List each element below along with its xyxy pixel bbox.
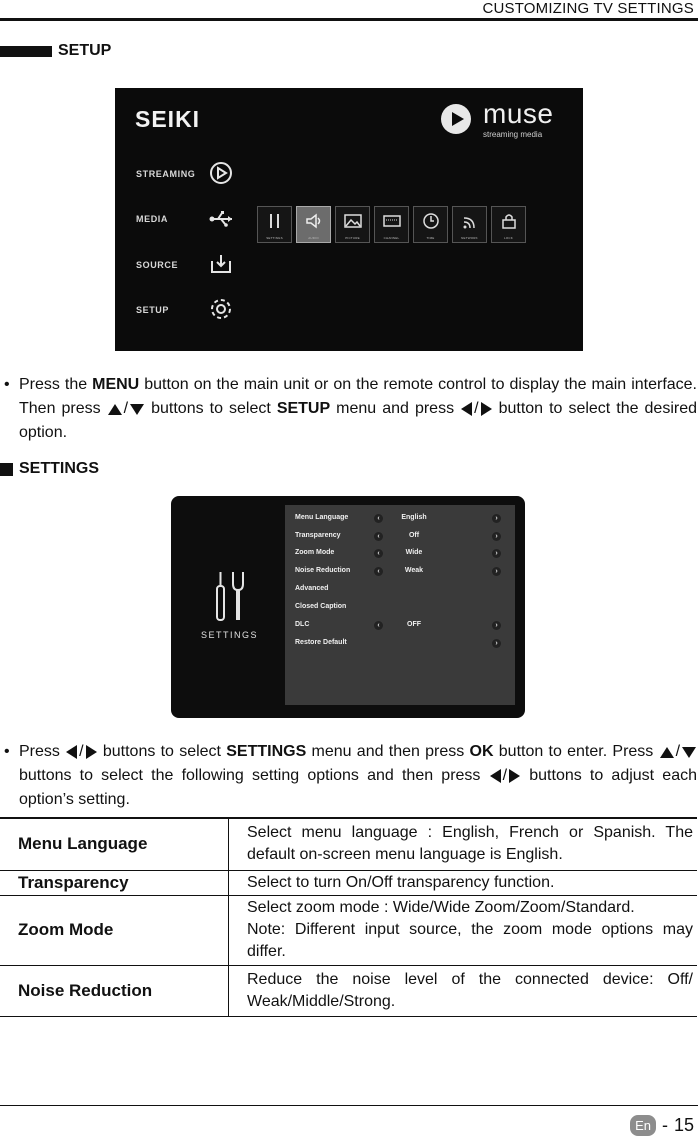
language-badge: En — [630, 1115, 656, 1136]
table-row — [0, 965, 697, 1016]
tile-audio[interactable]: AUDIO — [296, 206, 331, 243]
settings-row[interactable]: Transparency ‹ Off › — [294, 530, 506, 544]
settings-options-table — [0, 817, 697, 1017]
table-row — [0, 870, 697, 895]
tile-settings[interactable]: SETTINGS — [257, 206, 292, 243]
section-bar — [0, 46, 52, 57]
menu-key-label: MENU — [92, 376, 140, 393]
settings-instructions — [0, 740, 698, 812]
option-name: Menu Language — [0, 818, 229, 870]
usb-icon — [208, 206, 234, 232]
page-number: 15 — [673, 1115, 694, 1135]
page-dash: - — [661, 1115, 668, 1135]
tile-network[interactable]: NETWORK — [452, 206, 487, 243]
seiki-logo: SEIKI — [135, 106, 201, 132]
nav-item-media[interactable]: MEDIA — [136, 214, 168, 224]
settings-caption: SETTINGS — [201, 630, 259, 640]
nav-item-source[interactable]: SOURCE — [136, 260, 179, 270]
muse-logo-subtitle: streaming media — [483, 130, 543, 139]
option-name: Transparency — [0, 870, 229, 895]
settings-row[interactable]: Advanced — [295, 585, 329, 592]
settings-section-heading — [0, 460, 99, 478]
tile-lock[interactable]: LOCK — [491, 206, 526, 243]
main-interface-screenshot — [115, 88, 583, 351]
chevron-right-icon[interactable]: › — [492, 567, 501, 576]
section-square — [0, 463, 13, 476]
setup-key-label: SETUP — [276, 400, 331, 418]
settings-tools-icon — [211, 570, 251, 624]
setup-section-heading — [0, 42, 111, 60]
chevron-right-icon[interactable]: › — [492, 549, 501, 558]
chevron-left-icon[interactable]: ‹ — [374, 514, 383, 523]
muse-logo-word: muse — [483, 98, 554, 129]
lock-icon — [499, 212, 519, 230]
option-name: Noise Reduction — [0, 965, 229, 1016]
settings-row[interactable]: Restore Default › — [294, 637, 506, 651]
tile-channel[interactable]: CHANNEL — [374, 206, 409, 243]
clock-icon — [421, 212, 441, 230]
settings-row[interactable]: Noise Reduction ‹ Weak › — [294, 565, 506, 579]
settings-panel — [285, 505, 515, 705]
speaker-icon — [304, 212, 324, 230]
chevron-left-icon[interactable]: ‹ — [374, 621, 383, 630]
chevron-right-icon[interactable]: › — [492, 639, 501, 648]
page-footer — [630, 1115, 694, 1136]
option-name: Zoom Mode — [0, 895, 229, 965]
chevron-left-icon[interactable]: ‹ — [374, 567, 383, 576]
up-arrow-icon — [660, 747, 674, 758]
down-arrow-icon — [682, 747, 696, 758]
setup-instructions-text: Press the MENU button on the main unit or on the remote control to display the main interface. Then press / buttons to select SETUP menu and press / button to select the desired option. — [19, 376, 698, 442]
tile-picture[interactable]: PICTURE — [335, 206, 370, 243]
settings-row[interactable]: Closed Caption — [295, 603, 347, 610]
down-arrow-icon — [130, 404, 144, 415]
settings-menu-screenshot — [171, 496, 525, 718]
option-description: Select to turn On/Off transparency function. — [247, 873, 555, 891]
right-arrow-icon — [481, 402, 492, 416]
table-row — [0, 895, 697, 965]
footer-rule — [0, 1105, 698, 1106]
chevron-right-icon[interactable]: › — [492, 532, 501, 541]
settings-row[interactable]: DLC ‹ OFF › — [294, 619, 506, 633]
right-arrow-icon — [86, 745, 97, 759]
chevron-right-icon[interactable]: › — [492, 621, 501, 630]
bullet-dot: • — [4, 376, 10, 393]
left-arrow-icon — [490, 769, 501, 783]
left-arrow-icon — [461, 402, 472, 416]
chevron-left-icon[interactable]: ‹ — [374, 549, 383, 558]
settings-key-label: SETTINGS — [226, 743, 307, 761]
settings-section-label: SETTINGS — [19, 460, 100, 477]
option-description: Reduce the noise level of the connected device: Off/ Weak/Middle/Strong. — [247, 970, 693, 1010]
header-rule — [0, 18, 698, 21]
up-arrow-icon — [108, 404, 122, 415]
page-header-title: CUSTOMIZING TV SETTINGS — [482, 0, 694, 17]
chevron-right-icon[interactable]: › — [492, 514, 501, 523]
gear-icon — [208, 296, 234, 322]
bullet-dot: • — [4, 743, 10, 760]
option-description: Select menu language : English, French or Spanish. The default on-screen menu language is English. — [247, 824, 693, 864]
setup-instructions — [0, 373, 698, 445]
tools-icon — [265, 212, 285, 230]
input-source-icon — [208, 251, 234, 277]
settings-row[interactable]: Zoom Mode ‹ Wide › — [294, 547, 506, 561]
tv-icon — [382, 212, 402, 230]
nav-item-setup[interactable]: SETUP — [136, 305, 170, 315]
setup-tiles-row — [257, 206, 526, 243]
nav-item-streaming[interactable]: STREAMING — [136, 169, 196, 179]
option-description: Select zoom mode : Wide/Wide Zoom/Zoom/Standard. Note: Different input source, the zoom mode options may differ. — [247, 899, 693, 960]
wifi-icon — [460, 212, 480, 230]
table-row — [0, 818, 697, 870]
picture-icon — [343, 212, 363, 230]
tile-time[interactable]: TIME — [413, 206, 448, 243]
settings-instructions-text: Press / buttons to select SETTINGS menu and then press OK button to enter. Press / buttons to select the following setting options and then press / buttons to adjust each option’s setting. — [19, 743, 698, 809]
ok-key-label: OK — [469, 743, 494, 761]
chevron-left-icon[interactable]: ‹ — [374, 532, 383, 541]
right-arrow-icon — [509, 769, 520, 783]
left-arrow-icon — [66, 745, 77, 759]
setup-section-label: SETUP — [58, 42, 112, 59]
muse-play-logo-icon — [441, 104, 471, 134]
settings-row[interactable]: Menu Language ‹ English › — [294, 512, 506, 526]
play-circle-icon — [208, 160, 234, 186]
